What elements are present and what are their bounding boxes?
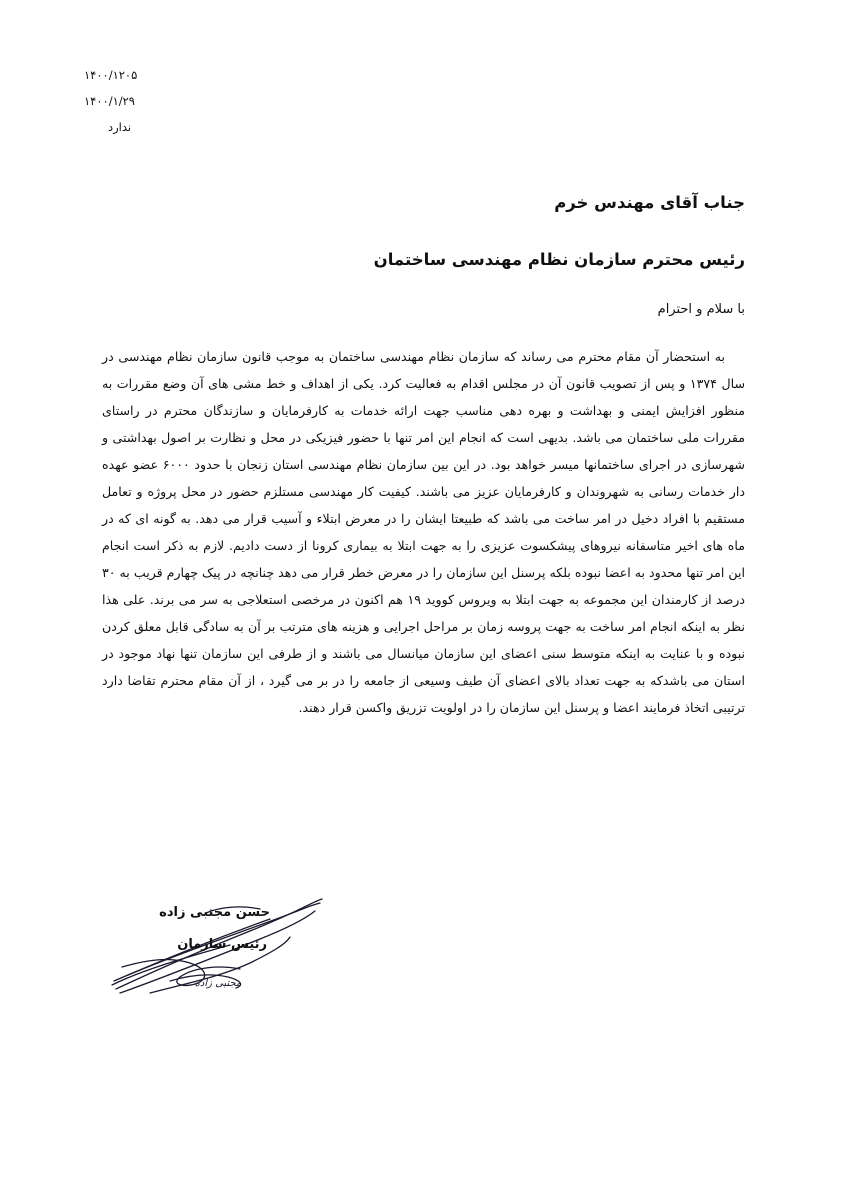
letter-meta <box>84 62 164 140</box>
recipient-title: رئیس محترم سازمان نظام مهندسی ساختمان <box>373 250 745 269</box>
letter-number: ۱۴۰۰/۱۲۰۵ <box>84 68 138 82</box>
signature-block <box>110 893 325 998</box>
signer-name: حسن مجتبی زاده <box>159 905 270 920</box>
greeting: با سلام و احترام <box>657 302 745 317</box>
signature-handwriting: مجتبی زاده <box>194 978 242 989</box>
letter-attachment: ندارد <box>108 120 132 134</box>
signer-title: رئیس سازمان <box>177 937 267 952</box>
salutation: جناب آقای مهندس خرم <box>554 193 745 212</box>
letter-date: ۱۴۰۰/۱/۲۹ <box>84 94 135 108</box>
letter-body: به استحضار آن مقام محترم می رساند که سازمان نظام مهندسی ساختمان به موجب قانون سازمان نظام مهندسی در سال ۱۳۷۴ و پس از تصویب قانون آن در مجلس اقدام به فعالیت کرد. یکی از اهداف و خط مشی های آن وضع مقررات به منظور افزایش ایمنی و بهداشت و بهره دهی مناسب جهت ارائه خدمات به کارفرمایان و سازندگان محترم در راستای مقررات ملی ساختمان می باشد. بدیهی است که انجام این امر تنها با حضور فیزیکی در محل و نظارت بر اصول بهداشتی و شهرسازی در اجرای ساختمانها میسر خواهد بود. در این بین سازمان نظام مهندسی استان زنجان با حدود ۶۰۰۰ عضو عهده دار خدمات رسانی به شهروندان و کارفرمایان عزیز می باشند. کیفیت کار مهندسی مستلزم حضور در محل پروژه و تعامل مستقیم با افراد دخیل در امر ساخت می باشد که طبیعتا ایشان را در معرض ابتلاء و آسیب قرار می دهد. به گونه ای که در ماه های اخیر متاسفانه نیروهای پیشکسوت عزیزی را به جهت ابتلا به بیماری کرونا از دست دادیم. لازم به ذکر است انجام این امر تنها محدود به اعضا نبوده بلکه پرسنل این سازمان را در معرض خطر قرار می دهد چنانچه در پیک چهارم قریب به ۳۰ درصد از کارمندان این مجموعه به جهت ابتلا به ویروس کووید ۱۹ هم اکنون در مرخصی استعلاجی به سر می برند. علی هذا نظر به اینکه انجام امر ساخت به جهت پروسه زمان بر مراحل اجرایی و هزینه های مترتب بر آن به سادگی قابل معلق کردن نبوده و با عنایت به اینکه متوسط سنی اعضای این سازمان میانسال می باشند و از طرفی این سازمان تنها نهاد موجود در استان می باشدکه به جهت تعداد بالای اعضای آن طیف وسیعی از جامعه را در بر می گیرد ، از آن مقام محترم تقاضا دارد ترتیبی اتخاذ فرمایند اعضا و پرسنل این سازمان را در اولویت تزریق واکسن قرار دهند. <box>102 349 746 715</box>
